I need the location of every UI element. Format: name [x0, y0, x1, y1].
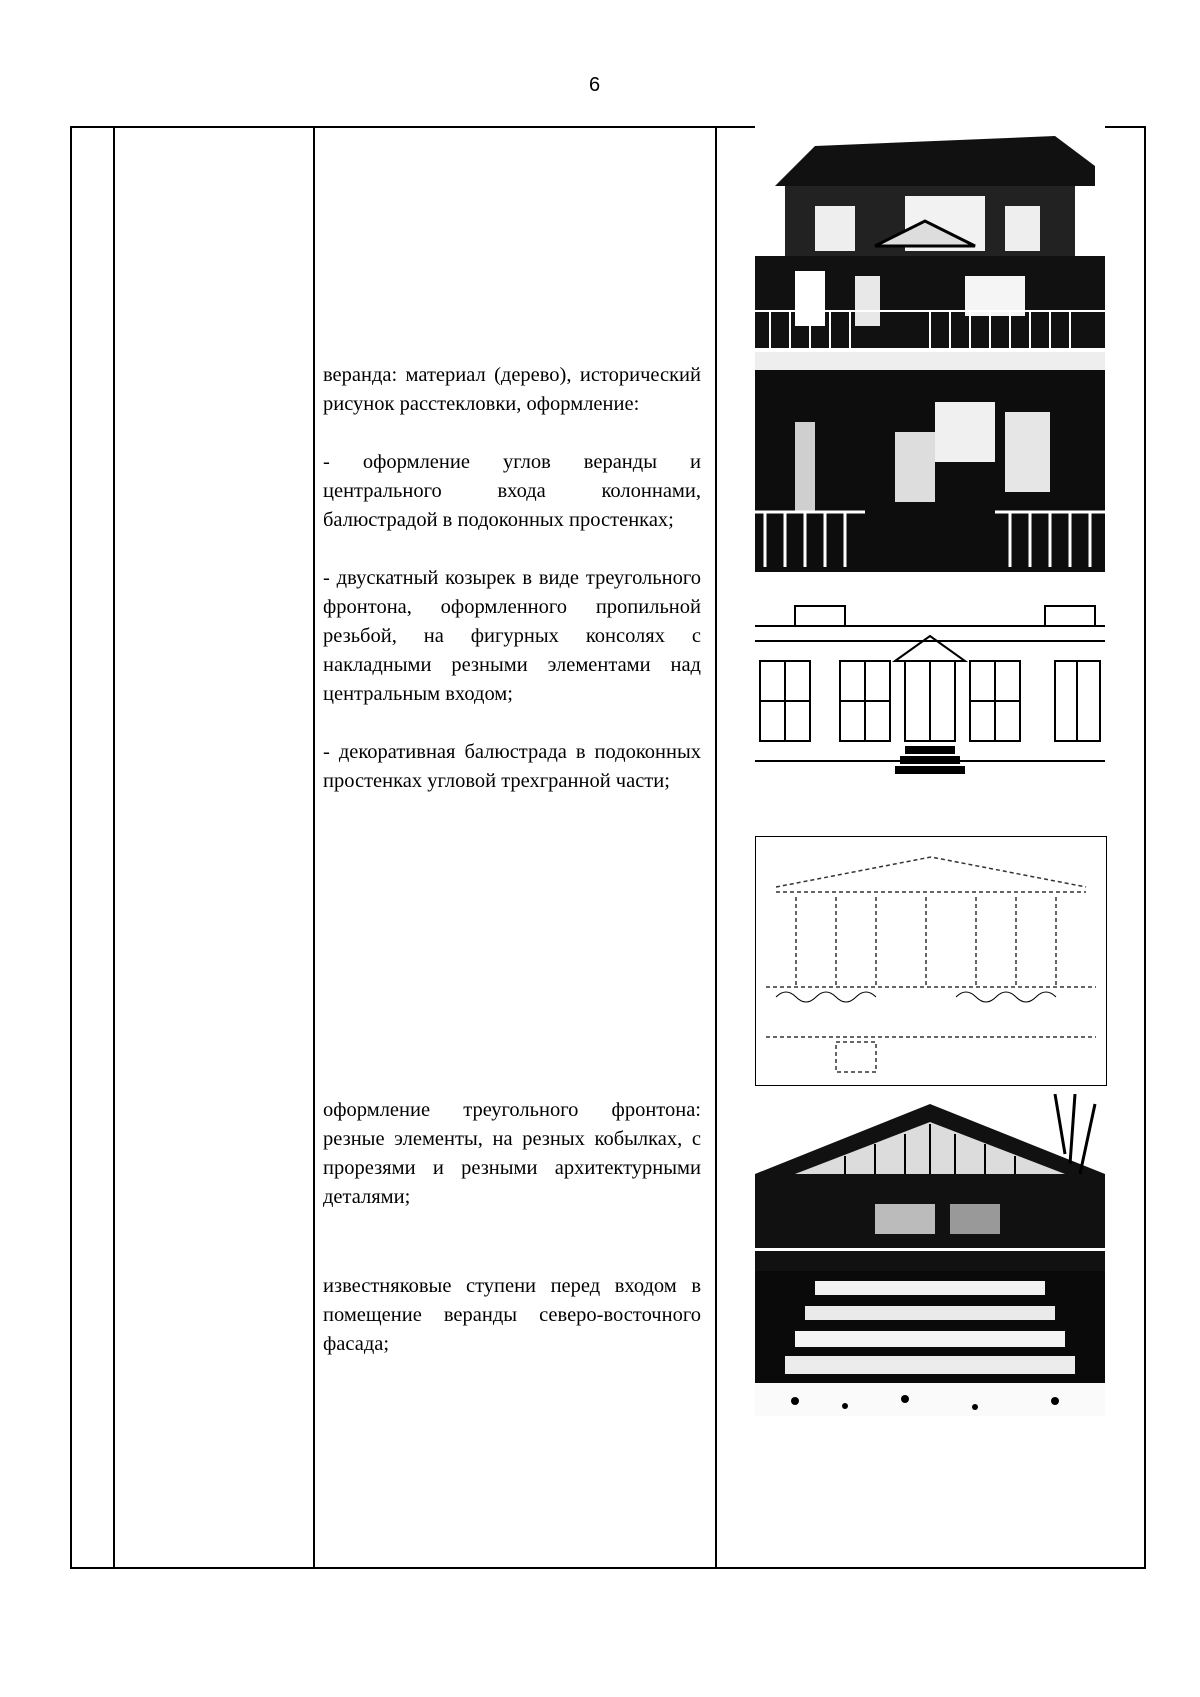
table-border-bottom — [70, 1567, 1146, 1569]
table-column-divider-3 — [715, 126, 717, 1569]
description-paragraph: известняковые ступени перед входом в помещение веранды северо-восточного фасада; — [323, 1275, 701, 1355]
page-number: 6 — [588, 74, 601, 96]
photo-veranda-pencil-drawing — [755, 836, 1107, 1086]
photo-veranda-elevation-drawing — [755, 576, 1105, 794]
table-column-divider-1 — [113, 126, 115, 1569]
description-paragraph: - декоративная балюстрада в подоконных простенках угловой трехгранной части; — [323, 741, 701, 792]
description-paragraph: - оформление углов веранды и центрального входа колоннами, балюстрадой в подоконных простенках; — [323, 451, 701, 531]
description-paragraph: оформление треугольного фронтона: резные элементы, на резных кобылках, с прорезями и резными архитектурными деталями; — [323, 1099, 701, 1208]
description-veranda — [323, 361, 701, 796]
description-steps — [323, 1272, 701, 1359]
description-paragraph: - двускатный козырек в виде треугольного фронтона, оформленного пропильной резьбой, на фигурных консолях с накладными резными элементами над центральным входом; — [323, 567, 701, 705]
photo-triangular-pediment — [755, 1094, 1105, 1248]
table-border-right — [1144, 126, 1146, 1569]
photo-house-facade — [755, 126, 1105, 348]
description-pediment — [323, 1096, 701, 1212]
photo-veranda-closeup — [755, 352, 1105, 572]
description-paragraph: веранда: материал (дерево), исторический рисунок расстекловки, оформление: — [323, 364, 701, 415]
table-column-divider-2 — [313, 126, 315, 1569]
photo-limestone-steps — [755, 1251, 1105, 1416]
table-border-left — [70, 126, 72, 1569]
